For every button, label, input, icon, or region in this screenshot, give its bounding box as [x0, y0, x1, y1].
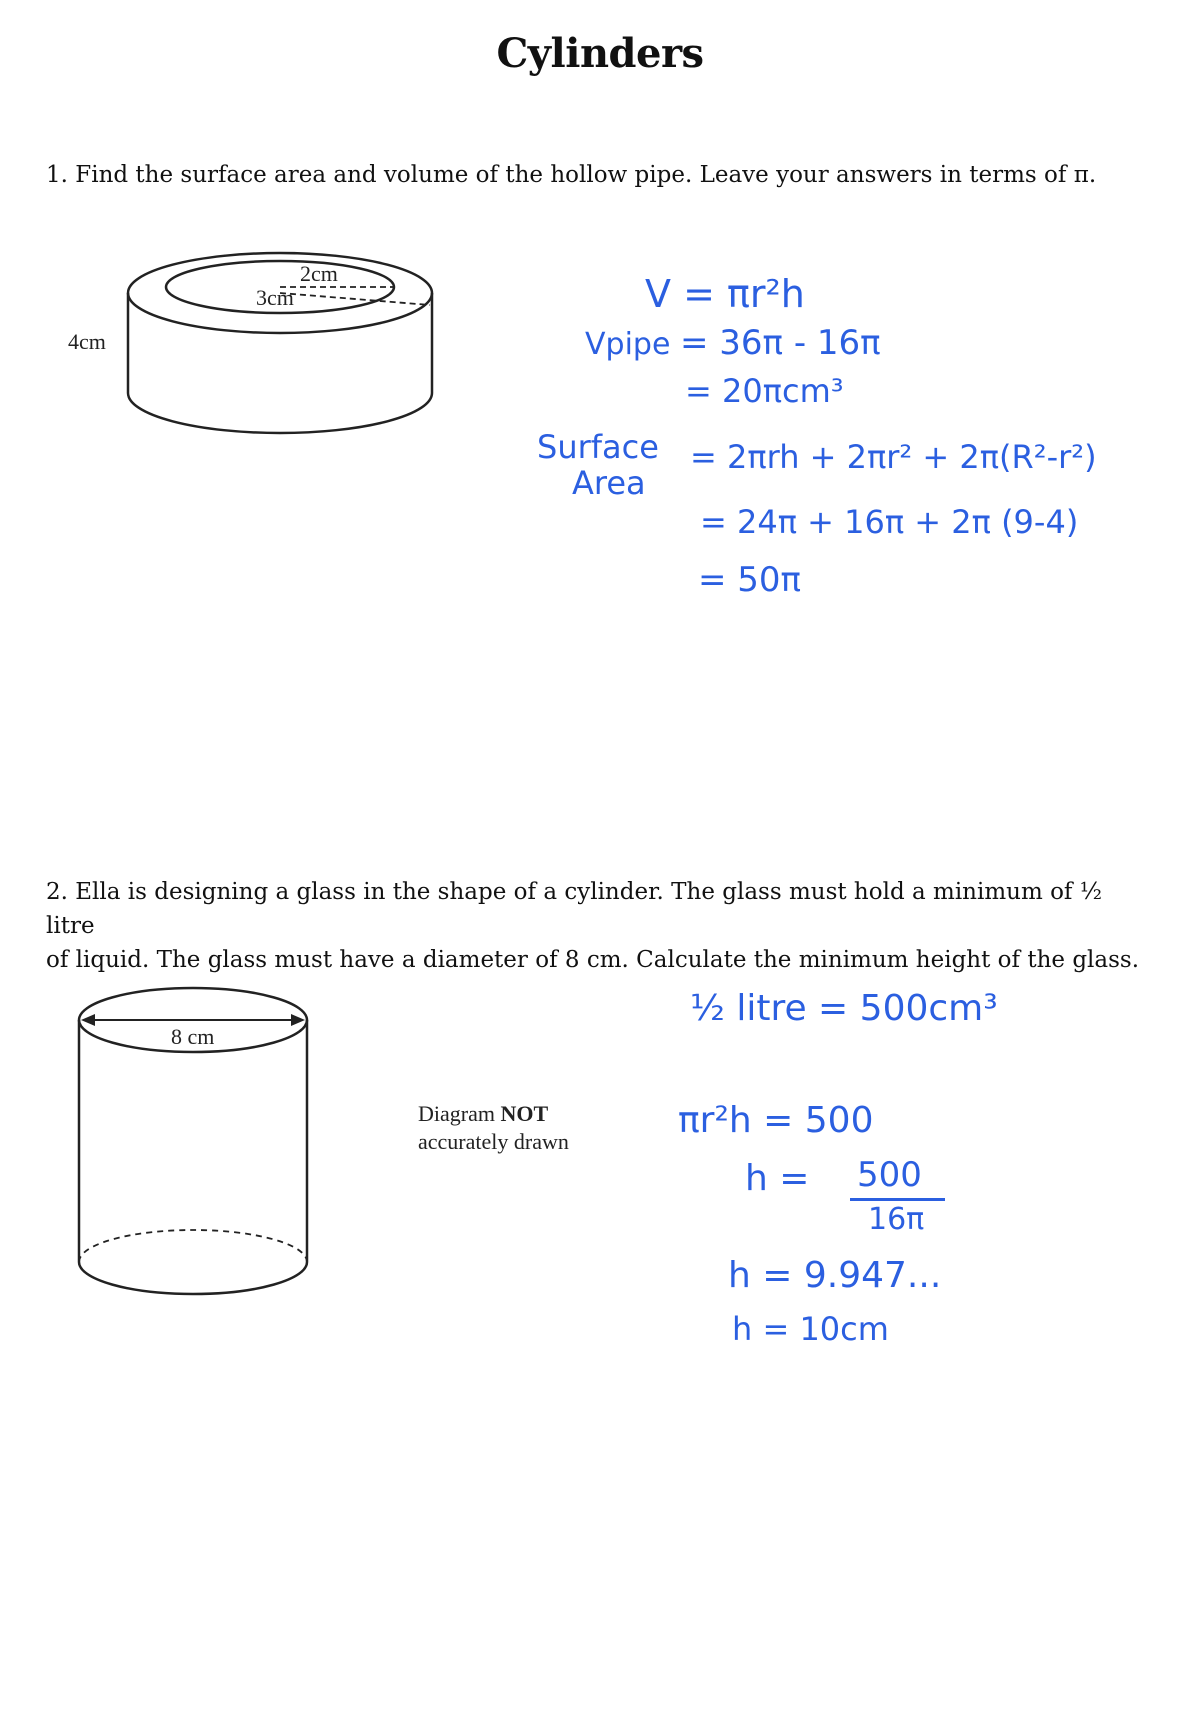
q1-work-vpipe-label: Vpipe	[585, 327, 671, 362]
q1-work-sa-label-b: Area	[572, 464, 646, 502]
diagram-note-line-2: accurately drawn	[418, 1129, 569, 1154]
q2-work-litre-conversion: ½ litre = 500cm³	[690, 988, 998, 1029]
q1-work-volume-result: = 20πcm³	[685, 372, 844, 410]
q2-work-h-denominator: 16π	[868, 1202, 925, 1237]
question-2-line-2: of liquid. The glass must have a diameter of 8 cm. Calculate the minimum height of the glass.	[46, 947, 1140, 973]
diameter-label: 8 cm	[171, 1024, 215, 1049]
q2-work-h-numerator: 500	[857, 1155, 922, 1195]
outer-radius-label: 3cm	[256, 285, 294, 310]
q1-work-volume-formula: V = πr²h	[645, 272, 805, 316]
height-label: 4cm	[68, 329, 106, 354]
q1-work-sa-formula: = 2πrh + 2πr² + 2π(R²-r²)	[690, 438, 1097, 476]
diagram-note	[418, 1100, 569, 1156]
q1-work-sa-result: = 50π	[698, 560, 802, 600]
diagram-note-bold: NOT	[500, 1101, 549, 1126]
q2-work-h-decimal: h = 9.947...	[728, 1255, 942, 1296]
page-title: Cylinders	[496, 30, 704, 77]
q2-work-fraction-bar	[850, 1198, 945, 1201]
question-2-text	[46, 875, 1156, 977]
q1-work-vpipe-calc: = 36π - 16π	[680, 323, 881, 363]
q1-work-sa-label-a: Surface	[537, 428, 659, 466]
q2-work-equation: πr²h = 500	[678, 1100, 874, 1141]
inner-radius-label: 2cm	[300, 261, 338, 286]
hollow-pipe-diagram	[60, 245, 440, 455]
diagram-note-pre: Diagram	[418, 1101, 495, 1126]
q2-work-h-result: h = 10cm	[732, 1310, 889, 1348]
q2-work-h-lhs: h =	[745, 1158, 810, 1199]
q1-work-sa-substitution: = 24π + 16π + 2π (9-4)	[700, 503, 1079, 541]
question-2-line-1: 2. Ella is designing a glass in the shape of a cylinder. The glass must hold a minimum of ½ litre	[46, 879, 1103, 939]
question-1-text: 1. Find the surface area and volume of the hollow pipe. Leave your answers in terms of π.	[46, 162, 1097, 188]
glass-cylinder-diagram	[75, 980, 315, 1300]
